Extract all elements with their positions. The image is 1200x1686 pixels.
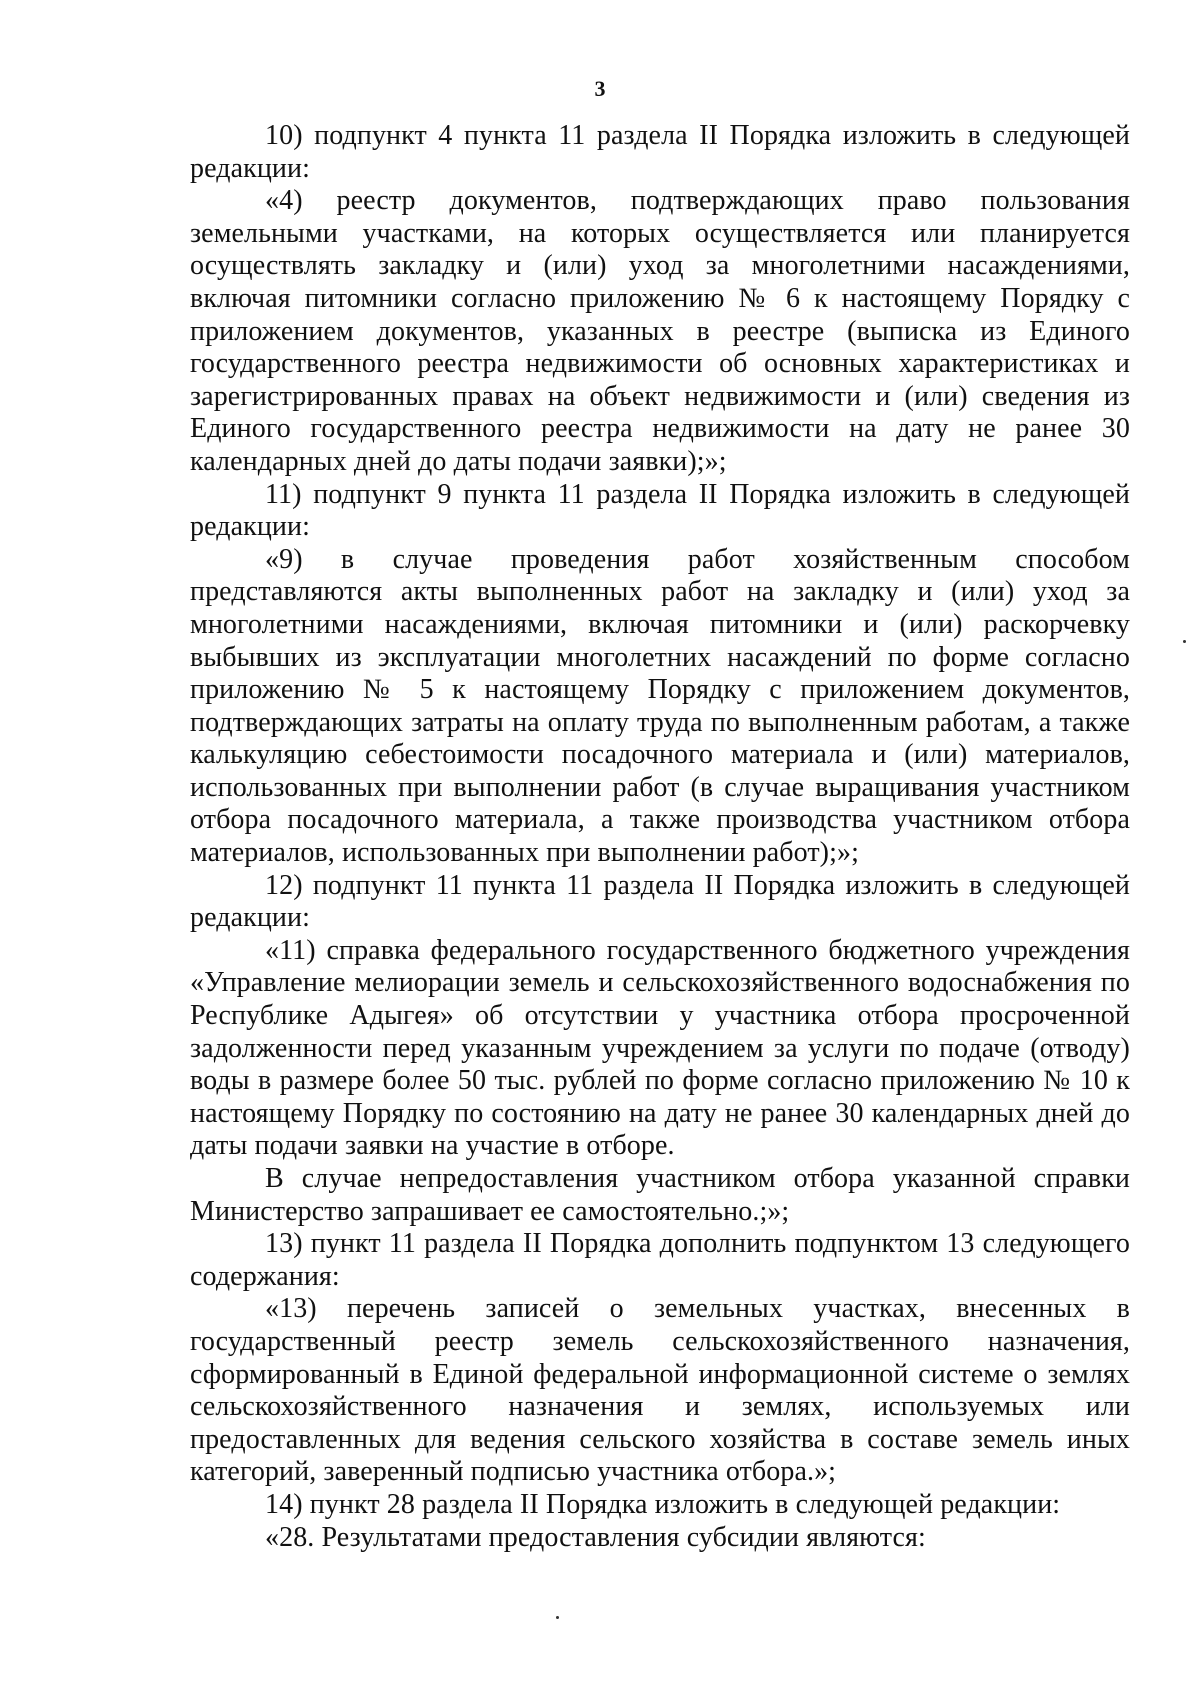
paragraph-item-14: 14) пункт 28 раздела II Порядка изложить в следующей редакции: bbox=[265, 1488, 1061, 1520]
page-number: 3 bbox=[594, 76, 606, 101]
paragraph-item-28: «28. Результатами предоставления субсидии являются: bbox=[265, 1521, 926, 1553]
scan-speck bbox=[1183, 640, 1186, 643]
paragraph-subitem-9: «9) в случае проведения работ хозяйственным способом представляются акты выполненных работ на закладку и (или) уход за многолетними насаждениями, включая питомники и (или) раскорчевку выбывших из эксплуатации многолетних насаждений по форме согласно приложению № 5 к настоящему Порядку с приложением документов, подтверждающих затраты на оплату труда по выполненным работам, а также калькуляцию себестоимости посадочного материала и (или) материалов, использованных при выполнении работ (в случае выращивания участником отбора посадочного материала, а также производства участником отбора материалов, использованных при выполнении работ);»; bbox=[190, 543, 1130, 869]
paragraph-item-12: 12) подпункт 11 пункта 11 раздела II Порядка изложить в следующей редакции: bbox=[190, 869, 1130, 934]
scan-speck bbox=[556, 1616, 559, 1619]
document-body bbox=[190, 120, 1130, 1554]
paragraph-subitem-4: «4) реестр документов, подтверждающих право пользования земельными участками, на которых осуществляется или планируется осуществлять закладку и (или) уход за многолетними насаждениями, включая питомники согласно приложению № 6 к настоящему Порядку с приложением документов, указанных в реестре (выписка из Единого государственного реестра недвижимости об основных характеристиках и зарегистрированных правах на объект недвижимости и (или) сведения из Единого государственного реестра недвижимости на дату не ранее 30 календарных дней до даты подачи заявки);»; bbox=[190, 185, 1130, 477]
paragraph-subitem-13: «13) перечень записей о земельных участках, внесенных в государственный реестр земель сельскохозяйственного назначения, сформированный в Единой федеральной информационной системе о землях сельскохозяйственного назначения и землях, используемых или предоставленных для ведения сельского хозяйства в составе земель иных категорий, заверенный подписью участника отбора.»; bbox=[190, 1293, 1130, 1488]
paragraph-subitem-11: «11) справка федерального государственного бюджетного учреждения «Управление мелиорации земель и сельскохозяйственного водоснабжения по Республике Адыгея» об отсутствии у участника отбора просроченной задолженности перед указанным учреждением за услуги по подаче (отводу) воды в размере более 50 тыс. рублей по форме согласно приложению № 10 к настоящему Порядку по состоянию на дату не ранее 30 календарных дней до даты подачи заявки на участие в отборе. bbox=[190, 934, 1130, 1162]
paragraph-item-10: 10) подпункт 4 пункта 11 раздела II Порядка изложить в следующей редакции: bbox=[190, 120, 1130, 184]
paragraph-item-11: 11) подпункт 9 пункта 11 раздела II Порядка изложить в следующей редакции: bbox=[190, 478, 1130, 543]
paragraph-subitem-11-note: В случае непредоставления участником отбора указанной справки Министерство запрашивает ее самостоятельно.;»; bbox=[190, 1163, 1130, 1227]
paragraph-item-13: 13) пункт 11 раздела II Порядка дополнить подпунктом 13 следующего содержания: bbox=[190, 1228, 1130, 1292]
